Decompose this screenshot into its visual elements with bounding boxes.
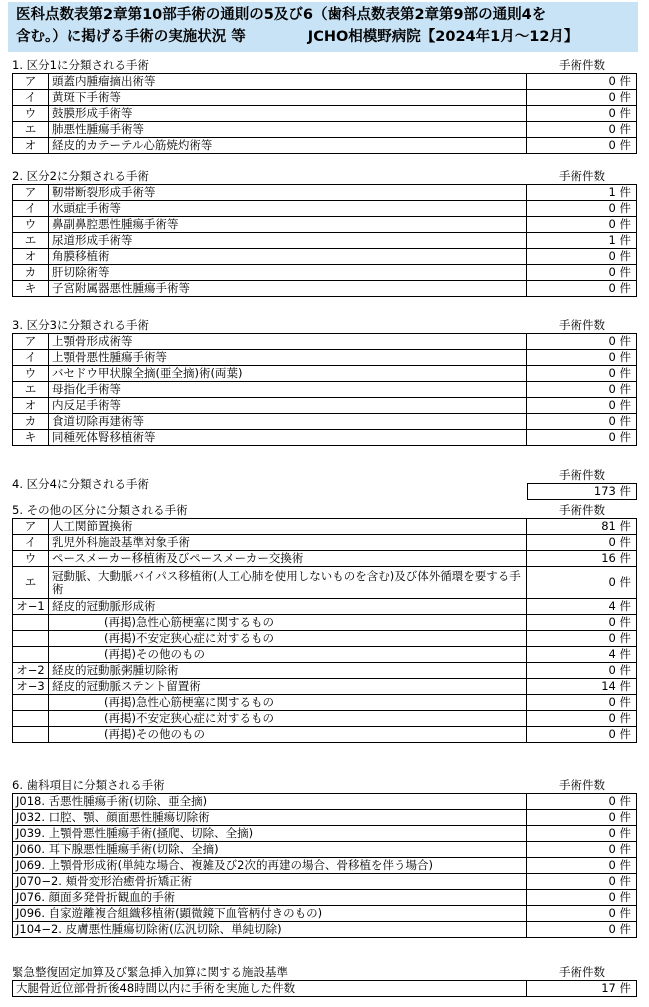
row-name: J070−2. 頬骨変形治癒骨折矯正術 <box>13 874 527 890</box>
title-line1: 医科点数表第2章第10部手術の通則の5及び6（歯科点数表第2章第9部の通則4を <box>16 7 547 23</box>
row-name: J032. 口腔、顎、顔面悪性腫瘍切除術 <box>13 810 527 826</box>
row-name: 人工関節置換術 <box>49 519 527 535</box>
row-value: 0 件 <box>527 615 637 631</box>
row-value: 0 件 <box>527 398 637 414</box>
section-2 <box>12 168 637 297</box>
surgery-table <box>12 184 637 297</box>
count-header: 手術件数 <box>559 778 605 792</box>
row-name: (再掲)不安定狭心症に対するもの <box>49 631 527 647</box>
table-row <box>13 647 637 663</box>
row-value: 0 件 <box>527 810 637 826</box>
table-row <box>13 663 637 679</box>
surgery-table <box>12 793 637 938</box>
table-row <box>13 842 637 858</box>
row-name: 大腿骨近位部骨折後48時間以内に手術を実施した件数 <box>13 981 527 997</box>
row-name: 同種死体腎移植術等 <box>49 430 527 446</box>
section-heading-row <box>12 168 637 184</box>
table-row <box>13 890 637 906</box>
table-row <box>13 794 637 810</box>
row-code: ウ <box>13 217 49 233</box>
row-code <box>13 695 49 711</box>
table-row <box>13 551 637 567</box>
row-name: バセドウ甲状腺全摘(亜全摘)術(両葉) <box>49 366 527 382</box>
row-code: ウ <box>13 551 49 567</box>
row-name: (再掲)不安定狭心症に対するもの <box>49 711 527 727</box>
row-name: (再掲)急性心筋梗塞に関するもの <box>49 615 527 631</box>
row-name: 黄斑下手術等 <box>49 90 527 106</box>
table-row <box>13 519 637 535</box>
row-value: 0 件 <box>527 727 637 743</box>
count-header: 手術件数 <box>559 468 605 482</box>
row-name: (再掲)その他のもの <box>49 727 527 743</box>
section-heading: 緊急整復固定加算及び緊急挿入加算に関する施設基準 <box>12 965 288 979</box>
table-row <box>13 185 637 201</box>
table-row <box>13 366 637 382</box>
section-1 <box>12 57 637 154</box>
row-code: オ <box>13 398 49 414</box>
row-value: 0 件 <box>527 122 637 138</box>
table-row <box>13 631 637 647</box>
row-name: 内反足手術等 <box>49 398 527 414</box>
row-code: エ <box>13 122 49 138</box>
table-row <box>13 810 637 826</box>
row-name: 上顎骨形成術等 <box>49 334 527 350</box>
row-value: 1 件 <box>527 233 637 249</box>
row-code: エ <box>13 382 49 398</box>
table-row <box>13 249 637 265</box>
table-row <box>13 906 637 922</box>
row-value: 81 件 <box>527 519 637 535</box>
row-code <box>13 711 49 727</box>
row-code: エ <box>13 233 49 249</box>
table-row <box>13 679 637 695</box>
row-code: オ−1 <box>13 599 49 615</box>
row-code: ア <box>13 74 49 90</box>
row-code: ア <box>13 185 49 201</box>
table-row <box>13 826 637 842</box>
table-row <box>13 217 637 233</box>
row-code: カ <box>13 265 49 281</box>
table-row <box>13 695 637 711</box>
row-value: 0 件 <box>527 414 637 430</box>
row-value: 14 件 <box>527 679 637 695</box>
row-value: 4 件 <box>527 599 637 615</box>
row-value: 0 件 <box>527 794 637 810</box>
row-code: エ <box>13 567 49 599</box>
row-code: ウ <box>13 366 49 382</box>
row-value: 0 件 <box>527 90 637 106</box>
row-value: 0 件 <box>527 858 637 874</box>
surgery-table <box>12 73 637 154</box>
table-row <box>13 233 637 249</box>
row-code <box>13 727 49 743</box>
row-value: 0 件 <box>527 906 637 922</box>
table-row <box>13 981 637 997</box>
table-row <box>13 350 637 366</box>
row-name: ペースメーカー移植術及びペースメーカー交換術 <box>49 551 527 567</box>
row-value: 0 件 <box>527 874 637 890</box>
row-value: 0 件 <box>527 663 637 679</box>
row-code: カ <box>13 414 49 430</box>
row-name: (再掲)その他のもの <box>49 647 527 663</box>
row-value: 17 件 <box>527 981 637 997</box>
table-row <box>13 138 637 154</box>
row-code: キ <box>13 430 49 446</box>
row-name: J096. 自家遊離複合組織移植術(顕微鏡下血管柄付きのもの) <box>13 906 527 922</box>
row-code: オ <box>13 138 49 154</box>
hospital-name: JCHO相模野病院【2024年1月～12月】 <box>307 29 579 45</box>
row-value: 0 件 <box>527 201 637 217</box>
table-row <box>13 201 637 217</box>
count-header: 手術件数 <box>559 58 605 72</box>
table-row <box>13 74 637 90</box>
row-code: ア <box>13 334 49 350</box>
row-code: ア <box>13 519 49 535</box>
row-value: 0 件 <box>527 74 637 90</box>
table-row <box>13 711 637 727</box>
row-value: 0 件 <box>527 138 637 154</box>
row-value: 0 件 <box>527 334 637 350</box>
page-title <box>8 2 638 52</box>
table-row <box>13 599 637 615</box>
row-name: J076. 顔面多発骨折観血的手術 <box>13 890 527 906</box>
row-value: 0 件 <box>527 890 637 906</box>
row-code: オ−2 <box>13 663 49 679</box>
row-value: 0 件 <box>527 922 637 938</box>
row-value: 0 件 <box>527 217 637 233</box>
section-heading-row <box>12 57 637 73</box>
table-row <box>13 727 637 743</box>
table-row <box>13 430 637 446</box>
row-value: 0 件 <box>527 535 637 551</box>
section-heading-row <box>12 502 637 518</box>
section-heading: 5. その他の区分に分類される手術 <box>12 503 188 517</box>
table-row <box>13 922 637 938</box>
row-name: J104−2. 皮膚悪性腫瘍切除術(広汎切除、単純切除) <box>13 922 527 938</box>
row-value: 0 件 <box>527 106 637 122</box>
table-row <box>13 858 637 874</box>
row-name: (再掲)急性心筋梗塞に関するもの <box>49 695 527 711</box>
surgery-table <box>12 980 637 997</box>
row-name: 乳児外科施設基準対象手術 <box>49 535 527 551</box>
surgery-table <box>12 518 637 743</box>
row-code: オ <box>13 249 49 265</box>
section-heading-row <box>12 317 637 333</box>
section-heading: 6. 歯科項目に分類される手術 <box>12 778 165 792</box>
row-name: 経皮的カテーテル心筋焼灼術等 <box>49 138 527 154</box>
section-heading: 3. 区分3に分類される手術 <box>12 318 149 332</box>
row-value: 1 件 <box>527 185 637 201</box>
table-row <box>13 535 637 551</box>
count-header: 手術件数 <box>559 503 605 517</box>
row-name: J039. 上顎骨悪性腫瘍手術(掻爬、切除、全摘) <box>13 826 527 842</box>
row-name: 鼓膜形成手術等 <box>49 106 527 122</box>
row-value: 0 件 <box>527 265 637 281</box>
count-header: 手術件数 <box>559 318 605 332</box>
table-row <box>13 414 637 430</box>
row-value: 0 件 <box>527 826 637 842</box>
row-value: 0 件 <box>527 350 637 366</box>
row-code: イ <box>13 350 49 366</box>
section-heading-row <box>12 777 637 793</box>
row-name: 食道切除再建術等 <box>49 414 527 430</box>
row-name: 肺悪性腫瘍手術等 <box>49 122 527 138</box>
row-value: 0 件 <box>527 842 637 858</box>
count-header: 手術件数 <box>559 169 605 183</box>
row-value: 0 件 <box>527 382 637 398</box>
section-5 <box>12 502 637 743</box>
row-value: 16 件 <box>527 551 637 567</box>
row-value: 0 件 <box>527 711 637 727</box>
table-row <box>13 334 637 350</box>
row-name: 肝切除術等 <box>49 265 527 281</box>
row-name: 靭帯断裂形成手術等 <box>49 185 527 201</box>
row-code: ウ <box>13 106 49 122</box>
row-name: 鼻副鼻腔悪性腫瘍手術等 <box>49 217 527 233</box>
row-name: 角膜移植術 <box>49 249 527 265</box>
row-value: 0 件 <box>527 430 637 446</box>
row-name: 上顎骨悪性腫瘍手術等 <box>49 350 527 366</box>
row-code <box>13 631 49 647</box>
section-heading: 2. 区分2に分類される手術 <box>12 169 149 183</box>
table-row <box>13 615 637 631</box>
section-6 <box>12 777 637 938</box>
row-name: 頭蓋内腫瘤摘出術等 <box>49 74 527 90</box>
row-name: 尿道形成手術等 <box>49 233 527 249</box>
section-4-value: 173 件 <box>527 483 637 500</box>
row-code <box>13 647 49 663</box>
table-row <box>13 265 637 281</box>
row-name: 経皮的冠動脈ステント留置術 <box>49 679 527 695</box>
table-row <box>13 106 637 122</box>
row-name: 経皮的冠動脈形成術 <box>49 599 527 615</box>
row-value: 0 件 <box>527 567 637 599</box>
row-code: イ <box>13 535 49 551</box>
table-row <box>13 281 637 297</box>
row-name: 冠動脈、大動脈バイパス移植術(人工心肺を使用しないものを含む)及び体外循環を要する手術 <box>49 567 527 599</box>
row-name: 経皮的冠動脈粥腫切除術 <box>49 663 527 679</box>
section-heading: 1. 区分1に分類される手術 <box>12 58 149 72</box>
row-name: 母指化手術等 <box>49 382 527 398</box>
row-name: J018. 舌悪性腫瘍手術(切除、亜全摘) <box>13 794 527 810</box>
row-code <box>13 615 49 631</box>
section-heading-row <box>12 964 637 980</box>
row-value: 0 件 <box>527 281 637 297</box>
table-row <box>13 567 637 599</box>
surgery-table <box>12 333 637 446</box>
row-value: 0 件 <box>527 249 637 265</box>
row-name: 子宮附属器悪性腫瘍手術等 <box>49 281 527 297</box>
table-row <box>13 382 637 398</box>
row-value: 0 件 <box>527 366 637 382</box>
row-name: J069. 上顎骨形成術(単純な場合、複雑及び2次的再建の場合、骨移植を伴う場合) <box>13 858 527 874</box>
count-header: 手術件数 <box>559 965 605 979</box>
row-value: 0 件 <box>527 631 637 647</box>
table-row <box>13 874 637 890</box>
row-value: 4 件 <box>527 647 637 663</box>
table-row <box>13 122 637 138</box>
table-row <box>13 398 637 414</box>
section-4-heading: 4. 区分4に分類される手術 <box>12 477 149 491</box>
section-4 <box>12 467 637 501</box>
row-code: オ−3 <box>13 679 49 695</box>
section-3 <box>12 317 637 446</box>
table-row <box>13 90 637 106</box>
row-name: 水頭症手術等 <box>49 201 527 217</box>
row-code: イ <box>13 201 49 217</box>
title-line2: 含む。）に掲げる手術の実施状況 等 <box>16 29 246 45</box>
row-value: 0 件 <box>527 695 637 711</box>
section-7 <box>12 964 637 997</box>
row-name: J060. 耳下腺悪性腫瘍手術(切除、全摘) <box>13 842 527 858</box>
row-code: キ <box>13 281 49 297</box>
row-code: イ <box>13 90 49 106</box>
